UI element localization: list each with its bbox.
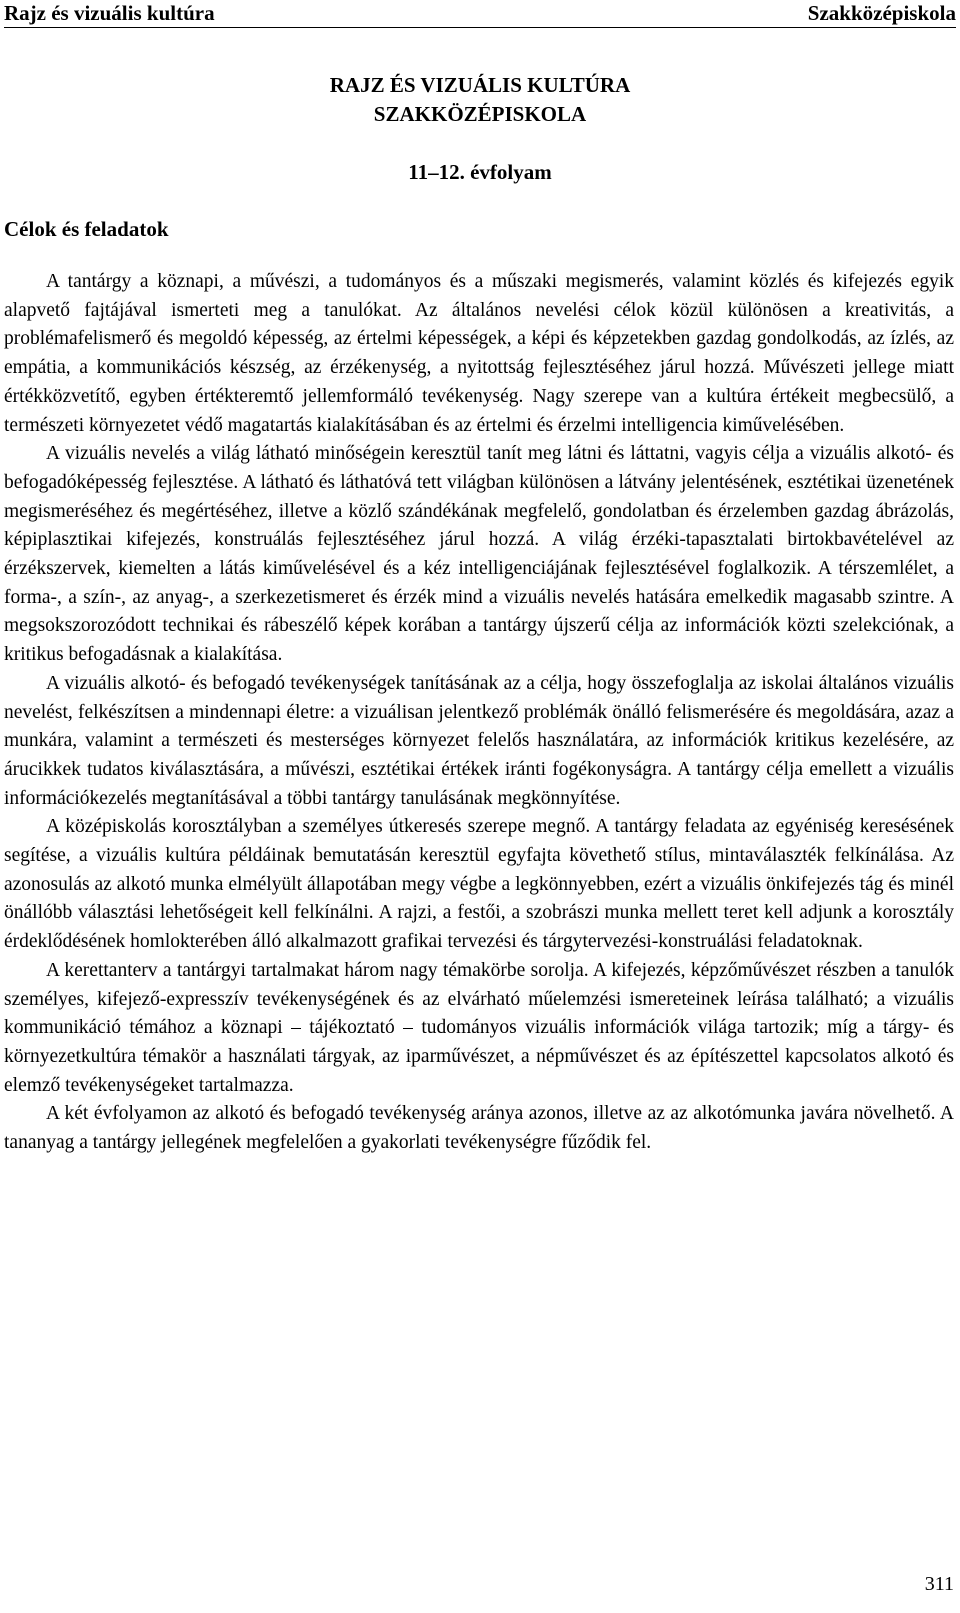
running-header (4, 0, 956, 28)
title-line-2: SZAKKÖZÉPISKOLA (373, 102, 587, 126)
header-school-type: Szakközépiskola (807, 1, 956, 25)
paragraph: A tantárgy a köznapi, a művészi, a tudományos és a műszaki megismerés, valamint közlés és kifejezés egyik alapvető fajtájával ismerteti meg a tanulókat. Az általános nevelési célok közül különösen a kreativitás, a problémafelismerő és megoldó képesség, az értelmi képességek, a képi és képzetekben gazdag gondolkodás, az ízlés, az empátia, a kommunikációs készség, az érzékenység, a nyitottság fejlesztéséhez járul hozzá. Művészeti jellege miatt értékközvetítő, egyben értékteremtő jellemformáló tevékenység. Nagy szerepe van a kultúra értékeit megbecsülő, a természeti környezetet védő magatartás kialakításában és az értelmi és érzelmi intelligencia kiművelésében. (4, 271, 954, 436)
paragraph: A vizuális nevelés a világ látható minőségein keresztül tanít meg látni és láttatni, vagyis célja a vizuális alkotó- és befogadóképesség fejlesztése. A látható és láthatóvá tett világban különösen a látvány jelentésének, esztétikai üzenetének megismeréséhez és megértéséhez, illetve a közlő szándékának megfelelő, gondolatban és érzelemben gazdag ábrázolás, képiplasztikai kifejezés, konstruálás fejlesztéséhez járul hozzá. A világ érzéki-tapasztalati birtokbavételével az érzékszervek, kiemelten a látás kiművelésével és a kéz intelligenciájának fejlesztésével foglalkozik. A térszemlélet, a forma-, a szín-, az anyag-, a szerkezetismeret és érzék mind a vizuális nevelés hatására emelkedik magasabb szintre. A megsokszorozódott technikai és rábeszélő képek korában a tantárgy újszerű célja az információk közti szelekciónak, a kritikus befogadásnak a kialakítása. (4, 443, 954, 666)
header-subject: Rajz és vizuális kultúra (4, 1, 215, 25)
body-text (4, 268, 954, 1158)
paragraph: A két évfolyamon az alkotó és befogadó tevékenység aránya azonos, illetve az az alkotómunka javára növelhető. A tananyag a tantárgy jellegének megfelelően a gyakorlati tevékenységre fűződik fel. (4, 1103, 954, 1154)
paragraph: A középiskolás korosztályban a személyes útkeresés szerepe megnő. A tantárgy feladata az egyéniség keresésének segítése, a vizuális kultúra példáinak bemutatásán keresztül egyfajta követhető stílus, mintaválaszték felkínálása. Az azonosulás az alkotó munka elmélyült állapotában megy végbe a legkönnyebben, ezért a vizuális önkifejezés tág és minél önállóbb választási lehetőségeit kell felkínálni. A rajzi, a festői, a szobrászi munka mellett teret kell adjunk a korosztály érdeklődésének homlokterében álló alkalmazott grafikai tervezési és tárgytervezési-konstruálási feladatoknak. (4, 816, 954, 953)
page-number: 311 (924, 1573, 954, 1595)
grade-heading: 11–12. évfolyam (408, 160, 552, 184)
paragraph: A kerettanterv a tantárgyi tartalmakat három nagy témakörbe sorolja. A kifejezés, képzőművészet részben a tanulók személyes, kifejező-expresszív tevékenységének és az elvárható műelemzési ismereteinek leírása található; a vizuális kommunikáció témához a köznapi – tájékoztató – tudományos vizuális információk világa tartozik; míg a tárgy- és környezetkultúra témakör a használati tárgyak, az iparművészet, a népművészet és az építészettel kapcsolatos alkotó és elemző tevékenységeket tartalmazza. (4, 959, 954, 1096)
paragraph: A vizuális alkotó- és befogadó tevékenységek tanításának az a célja, hogy összefoglalja az iskolai általános vizuális nevelést, felkészítsen a mindennapi életre: a vizuálisan jelentkező problémák önálló felismerésére és megoldására, azaz a munkára, valamint a természeti és mesterséges környezet felelős használatára, az információk kritikus kezelésére, az árucikkek tudatos kiválasztására, a művészi, esztétikai értékek iránti fogékonyságra. A tantárgy célja emellett a vizuális információkezelés megtanításával a többi tantárgy tanulásának megkönnyítése. (4, 672, 954, 809)
section-heading: Célok és feladatok (4, 217, 169, 241)
document-title (0, 71, 960, 129)
title-line-1: RAJZ ÉS VIZUÁLIS KULTÚRA (329, 73, 631, 97)
